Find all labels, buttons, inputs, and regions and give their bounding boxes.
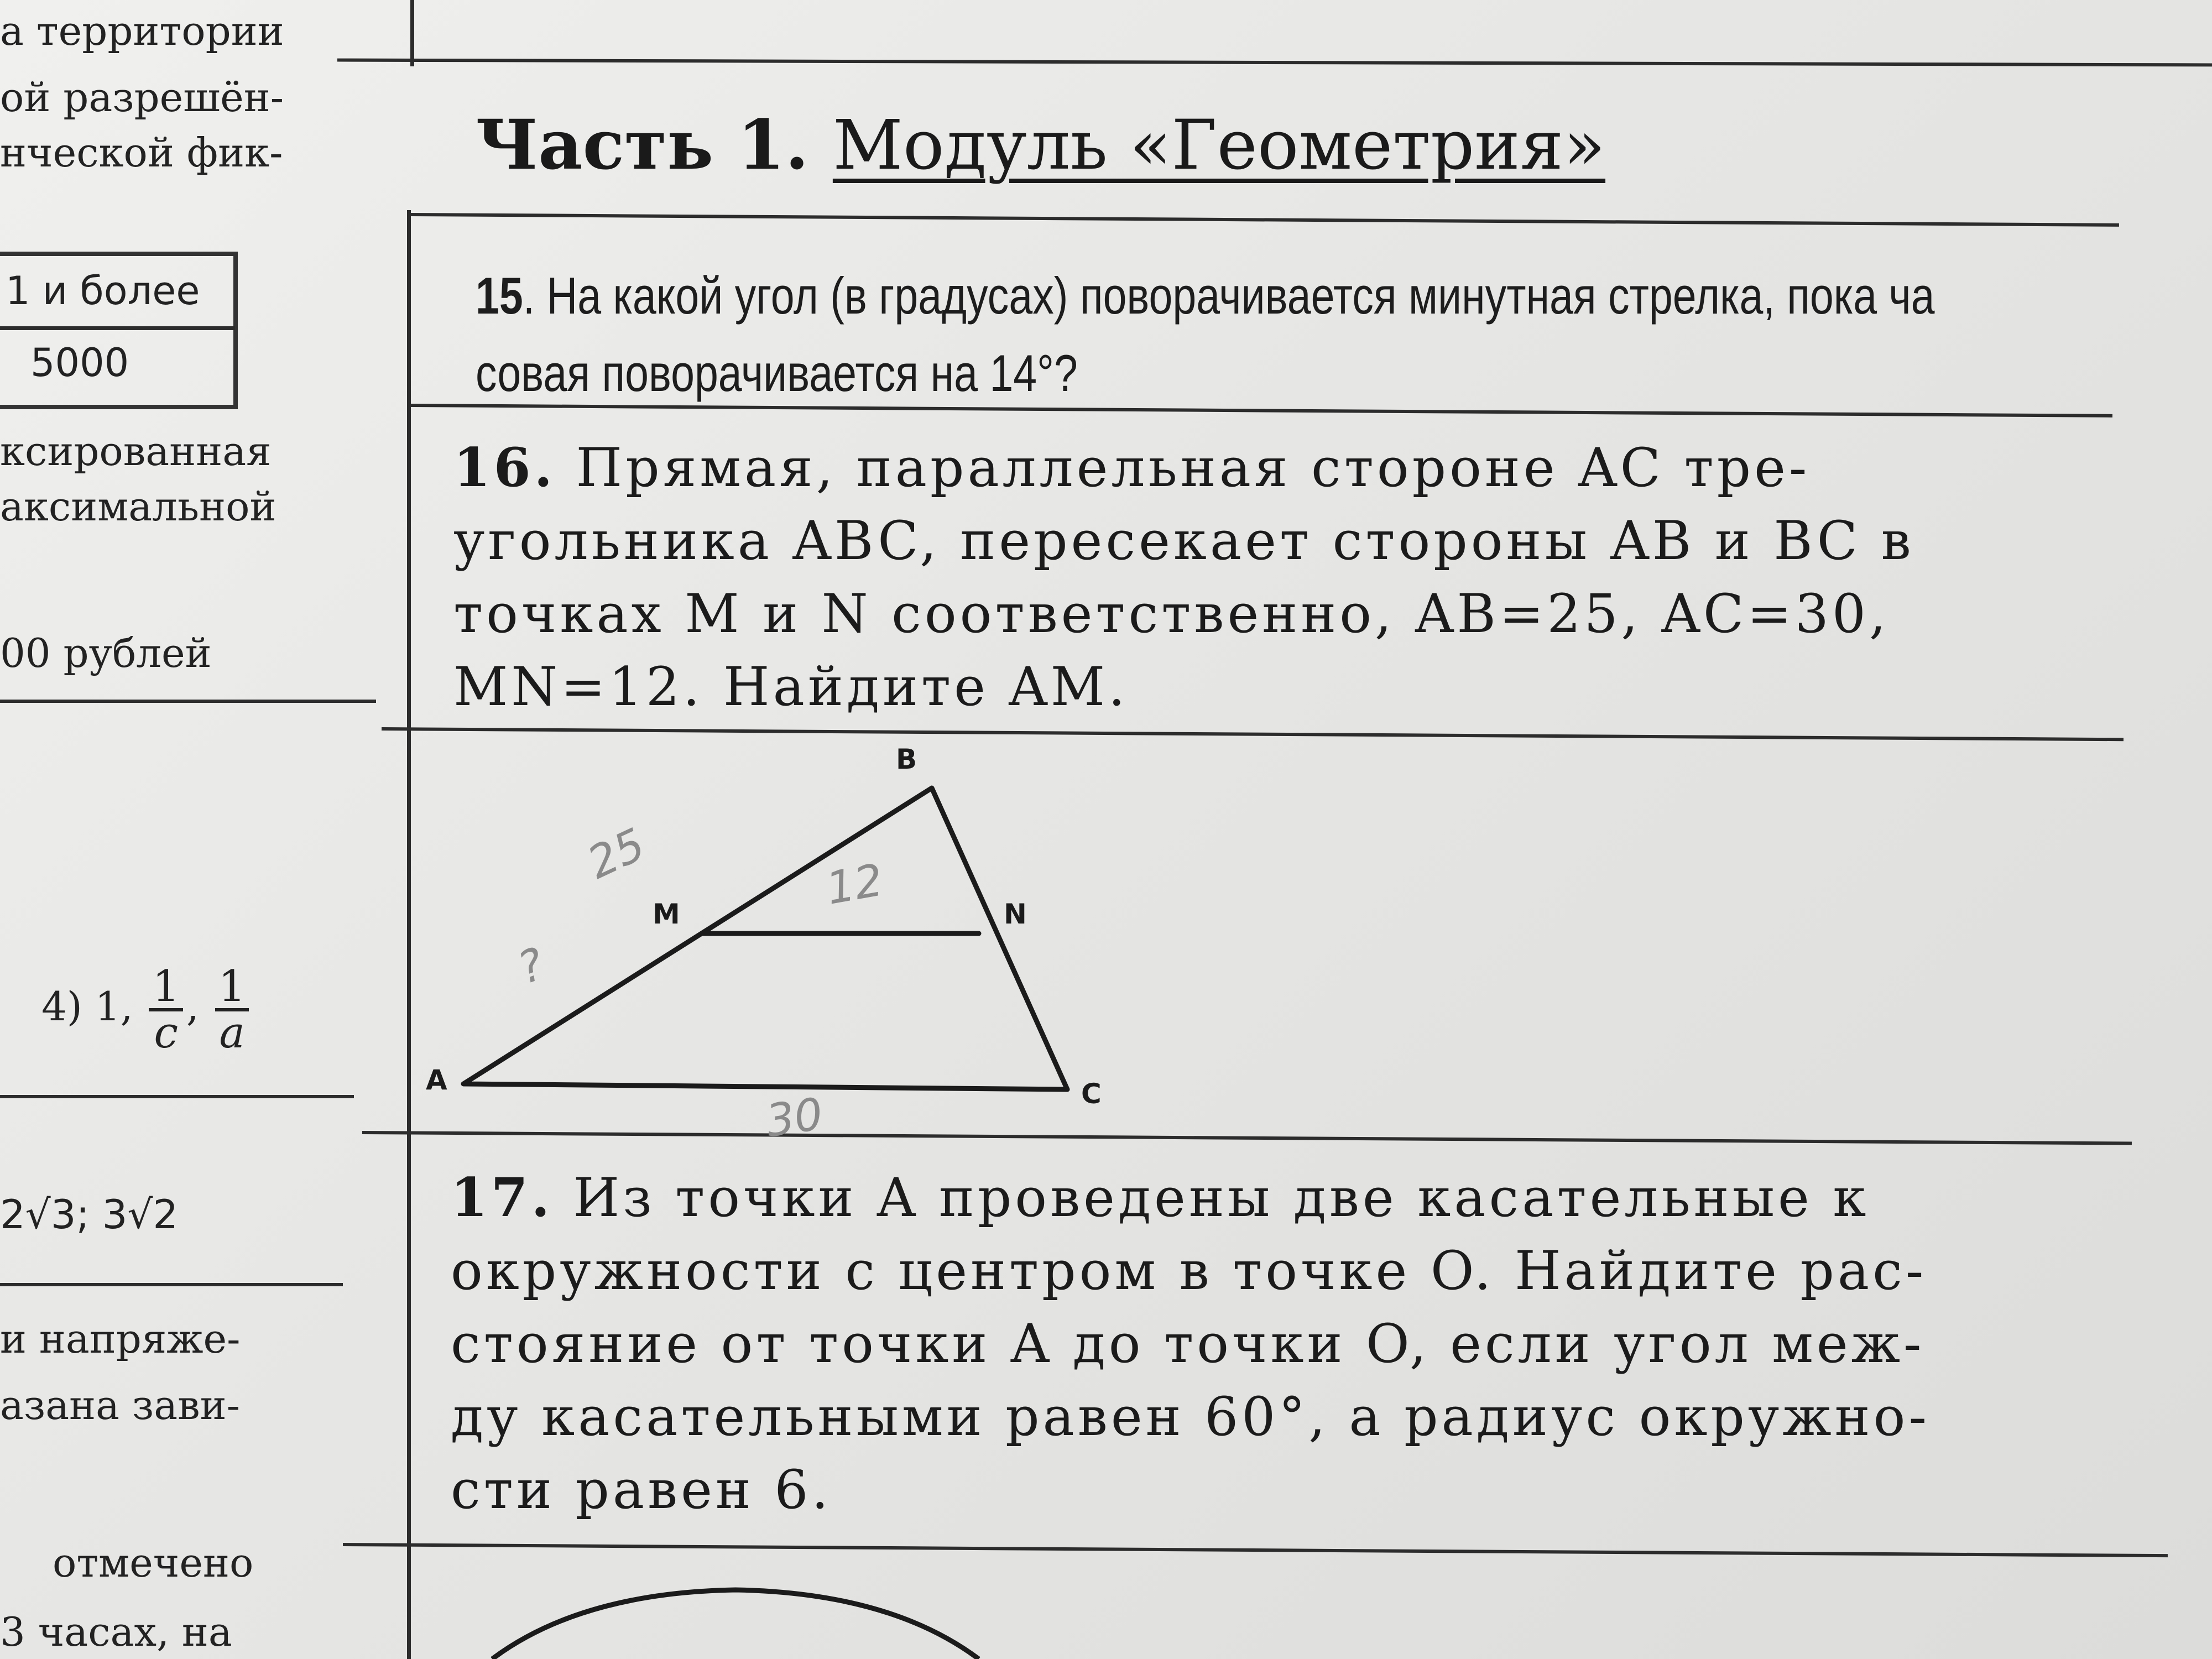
triangle-figure [409, 735, 1183, 1178]
answer-option-4: 4) 1, $\frac{1}{c}$ , $\frac{1}{a}$ [41, 965, 252, 1055]
section-divider [337, 59, 2212, 67]
point-label-c: C [1081, 1078, 1102, 1110]
pencil-note-mn: 12 [822, 854, 887, 915]
table-cell: 5000 [30, 340, 129, 385]
left-divider [0, 700, 376, 703]
fraction-numerator: 1 [215, 965, 249, 1011]
circle-arc [492, 1590, 979, 1659]
left-text-line: 00 рублей [0, 630, 212, 676]
problem-17 [451, 1161, 1930, 1526]
section-divider [343, 1543, 2168, 1557]
problem-line: ду касательными равен 60°, а радиус окружно- [451, 1386, 1930, 1448]
option-prefix: 4) 1, [41, 983, 133, 1030]
module-title: Модуль «Геометрия» [832, 106, 1606, 185]
left-text-line: 3 часах, на [0, 1609, 232, 1655]
table-cell: 1 и более [6, 268, 200, 314]
pencil-note-question: ? [511, 937, 551, 994]
circle-figure-partial [470, 1582, 1134, 1659]
problem-text: . На какой угол (в градусах) поворачивается минутная стрелка, пока ча [523, 267, 1935, 325]
left-column [0, 0, 398, 1659]
pencil-note-ac: 30 [763, 1088, 826, 1147]
left-text-line: аксимальной [0, 483, 276, 530]
section-divider [410, 213, 2119, 227]
left-text-line: азана зави- [0, 1382, 240, 1428]
problem-number: 17. [451, 1166, 554, 1229]
answer-roots: 2√3; 3√2 [0, 1191, 179, 1238]
left-text-line: ой разрешён- [0, 74, 284, 121]
triangle-abc [463, 788, 1067, 1089]
problem-15 [476, 257, 1935, 412]
left-text-line: отмечено [53, 1540, 254, 1586]
left-divider [0, 1095, 354, 1098]
problem-line [453, 431, 1914, 504]
problem-number: 16. [453, 436, 556, 499]
problem-text: Прямая, параллельная стороне AC тре- [556, 437, 1811, 499]
left-divider [0, 1283, 343, 1286]
problem-line: стояние от точки A до точки O, если угол меж- [451, 1313, 1925, 1375]
problem-text: Из точки A проведены две касательные к [553, 1167, 1870, 1229]
point-label-a: A [426, 1064, 447, 1096]
left-text-line: ксированная [0, 428, 272, 474]
left-text-line: и напряже- [0, 1316, 241, 1362]
table-divider [0, 326, 235, 330]
fraction-denominator: a [219, 1008, 245, 1058]
part-label: Часть 1. [476, 105, 809, 185]
point-label-m: M [653, 898, 680, 930]
column-separator [410, 0, 414, 66]
problem-number: 15 [476, 267, 523, 325]
fraction [215, 962, 249, 1058]
part-title [476, 105, 1605, 185]
pencil-note-ab: 25 [580, 818, 653, 889]
problem-line: окружности с центром в точке O. Найдите рас- [451, 1240, 1927, 1302]
problem-line: угольника ABC, пересекает стороны AB и BC в [453, 510, 1914, 572]
problem-16 [453, 431, 1914, 723]
fraction-denominator: c [154, 1008, 179, 1058]
problem-line: совая поворачивается на 14°? [476, 344, 1078, 402]
left-text-line: а территории [0, 8, 284, 54]
fraction [149, 962, 183, 1058]
problem-line: сти равен 6. [451, 1459, 832, 1521]
problem-line: MN=12. Найдите AM. [453, 656, 1129, 718]
problem-line [451, 1161, 1930, 1234]
point-label-n: N [1004, 898, 1027, 930]
fraction-numerator: 1 [149, 965, 183, 1011]
problem-line: точках M и N соответственно, AB=25, AC=30, [453, 583, 1890, 645]
left-text-line: нческой фик- [0, 129, 283, 176]
point-label-b: B [896, 743, 917, 775]
problem-line [476, 257, 1935, 335]
